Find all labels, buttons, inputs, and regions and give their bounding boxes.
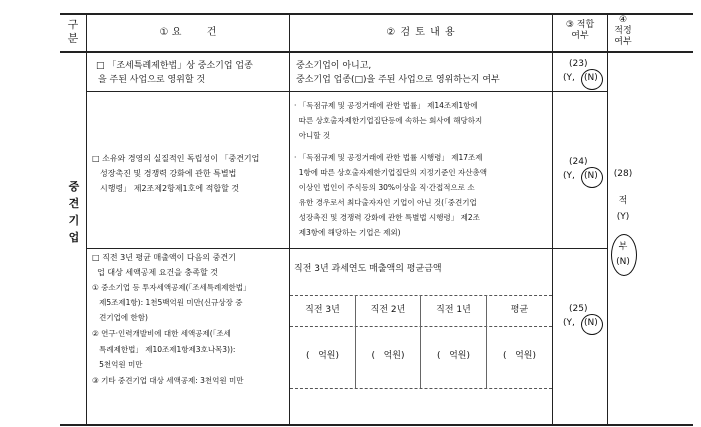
row3-num: (25)	[569, 304, 588, 314]
header-review: ② 검 토 내 용	[386, 27, 456, 38]
row3-requirement-line4: 제5조제1항): 1천5백억원 미만(신규상장 중	[92, 298, 243, 307]
row2-requirement-line1: □ 소유와 경영의 실질적인 독립성이 「중견기업	[92, 154, 260, 163]
row2-review-line4: · 「독점규제 및 공정거래에 관한 법률 시행령」 제17조제	[294, 153, 483, 162]
row3-requirement-line1: □ 직전 3년 평균 매출액이 다음의 중견기	[92, 253, 236, 262]
appropriateness-no: (N)	[616, 257, 630, 267]
row3-no-value: N	[587, 318, 595, 328]
row1-review-line2: 중소기업 업종(□)을 주된 사업으로 영위하는지 여부	[296, 75, 500, 85]
row1-yes-value: Y	[566, 73, 573, 83]
subheader-3: 직전 1년	[436, 305, 471, 315]
bottom-border	[60, 424, 693, 426]
row2-divider	[86, 248, 607, 249]
header-divider	[60, 51, 693, 53]
subheader-4: 평균	[510, 305, 529, 315]
row2-yes: (Y,	[563, 171, 575, 181]
subheader-2: 직전 2년	[370, 305, 406, 315]
category-label	[66, 178, 82, 246]
row1-requirement-line2: 을 주된 사업으로 영위할 것	[98, 75, 206, 85]
appropriateness-num: (28)	[613, 169, 633, 179]
row2-yes-value: Y	[566, 171, 573, 181]
row3-requirement-line5: 견기업에 한함)	[92, 313, 148, 322]
appropriateness-label: 적	[618, 196, 628, 206]
row2-review-line9: 제3항에 해당하는 기업은 제외)	[294, 228, 401, 237]
row2-no-value: N	[587, 171, 595, 181]
row2-review-line7: 유한 경우로서 최다출자자인 기업이 아닌 것(「중견기업	[294, 198, 477, 207]
subtable-mid	[290, 326, 552, 327]
row2-review-line6: 이상인 법인이 주식등의 30%이상을 직·간접적으로 소	[294, 183, 475, 192]
row3-yes-value: Y	[566, 318, 573, 328]
row3-no: (N)	[584, 318, 598, 328]
vline-3	[552, 13, 553, 426]
row2-no: (N)	[584, 171, 598, 181]
row3-requirement-line7: 특례제한법」 제10조제1항제3호나목3)):	[92, 345, 236, 354]
row1-requirement-line1: □ 「조세특례제한법」상 중소기업 업종	[96, 61, 253, 71]
row2-review-line2: 따른 상호출자제한기업집단등에 속하는 회사에 해당하지	[294, 116, 483, 125]
header-fit: ③ 적합 여부	[565, 20, 595, 41]
top-border	[60, 13, 693, 15]
vline-2	[289, 13, 290, 426]
row2-review-line1: · 「독점규제 및 공정거래에 관한 법률」 제14조제1항에	[294, 101, 478, 110]
row3-requirement-line8: 5천억원 미만	[92, 360, 143, 369]
row2-requirement-line2: 성장촉진 및 경쟁력 강화에 관한 특별법	[100, 169, 237, 178]
category-char: 기	[68, 214, 80, 227]
subheader-1: 직전 3년	[305, 305, 340, 315]
subtable-top	[290, 295, 552, 296]
category-text	[66, 178, 82, 246]
category-char: 업	[68, 231, 80, 244]
row2-requirement-line3: 시행령」 제2조제2항제1호에 적합할 것	[100, 184, 240, 193]
row1-review-line1: 중소기업이 아니고,	[296, 61, 372, 71]
row2-review-line3: 아니할 것	[294, 131, 331, 140]
row3-requirement-line6: ② 연구·인력개발비에 대한 세액공제(「조세	[92, 329, 231, 338]
row3-yes: (Y,	[563, 318, 575, 328]
subtable-bottom	[290, 388, 552, 389]
row1-no-value: N	[587, 73, 595, 83]
row3-requirement-line3: ① 중소기업 등 투자세액공제(「조세특례제한법」	[92, 283, 251, 292]
row3-review-title: 직전 3년 과세연도 매출액의 평균금액	[294, 264, 442, 274]
appropriateness-yes: (Y)	[616, 212, 630, 222]
row2-num: (24)	[569, 157, 588, 167]
amount-1[interactable]: ( 억원)	[306, 351, 339, 361]
amount-3[interactable]: ( 억원)	[437, 351, 470, 361]
row3-requirement-line9: ③ 기타 중견기업 대상 세액공제: 3천억원 미만	[92, 376, 244, 385]
row1-yes: (Y,	[563, 73, 575, 83]
header-requirement: ① 요 건	[159, 27, 217, 38]
row1-num: (23)	[569, 59, 588, 69]
row2-review-line8: 성장촉진 및 경쟁력 강화에 관한 특별법 시행령」 제2조	[294, 213, 480, 222]
header-appropriate: ④ 적정 여부	[614, 15, 632, 47]
appropriateness-no-circle[interactable]	[611, 234, 637, 276]
appropriateness-no-label: 부	[618, 242, 628, 252]
amount-4[interactable]: ( 억원)	[503, 351, 536, 361]
vline-1	[86, 13, 87, 426]
header-category: 구 분	[67, 18, 79, 45]
row1-divider	[86, 91, 607, 92]
amount-2[interactable]: ( 억원)	[371, 351, 405, 361]
row2-review-line5: 1항에 따른 상호출자제한기업집단의 지정기준인 자산총액	[294, 168, 487, 177]
row1-no: (N)	[584, 73, 598, 83]
category-char: 중	[68, 180, 80, 193]
row3-requirement-line2: 업 대상 세액공제 요건을 충족할 것	[92, 268, 218, 277]
category-char: 견	[68, 197, 80, 210]
